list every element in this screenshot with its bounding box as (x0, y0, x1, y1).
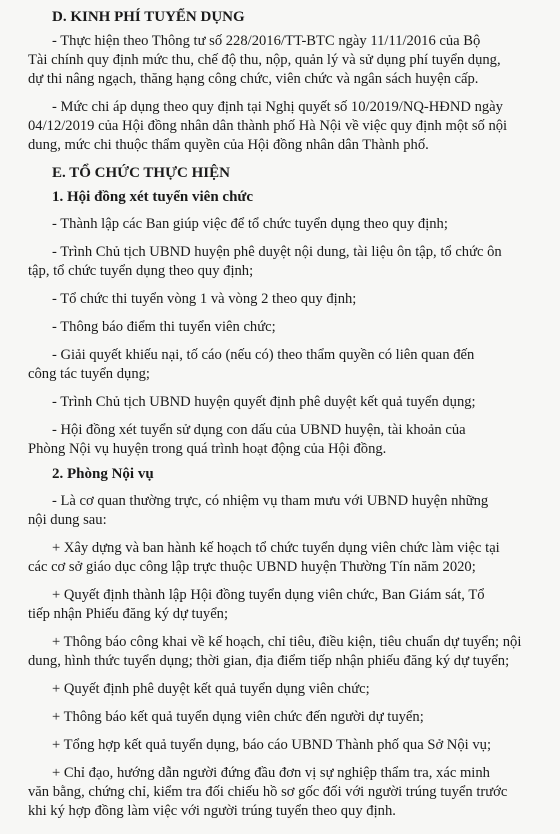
text-line: - Thông báo điểm thi tuyển viên chức; (52, 319, 276, 335)
list-item (0, 393, 560, 412)
text-line: văn bằng, chứng chỉ, kiểm tra đối chiếu hồ sơ gốc đối với người trúng tuyển trước (28, 784, 508, 800)
text-line: - Trình Chủ tịch UBND huyện phê duyệt nội dung, tài liệu ôn tập, tổ chức ôn (52, 244, 502, 260)
list-item (0, 290, 560, 309)
list-item (0, 243, 560, 281)
text-line: nội dung sau: (28, 512, 107, 528)
list-item (0, 421, 560, 459)
subsection-2-heading: 2. Phòng Nội vụ (52, 466, 154, 482)
subsection-1-list (0, 206, 560, 459)
text-line: dung, mức chi thuộc thẩm quyền của Hội đồng nhân dân Thành phố. (28, 137, 429, 153)
text-line: + Quyết định thành lập Hội đồng tuyển dụng viên chức, Ban Giám sát, Tổ (52, 587, 485, 603)
list-item (0, 215, 560, 234)
text-line: Phòng Nội vụ huyện trong quá trình hoạt động của Hội đồng. (28, 441, 387, 457)
text-line: tập, tổ chức tuyển dụng theo quy định; (28, 263, 254, 279)
text-line: khi ký hợp đồng làm việc với người trúng tuyển theo quy định. (28, 803, 396, 819)
text-line: công tác tuyển dụng; (28, 366, 150, 382)
subsection-1-heading: 1. Hội đồng xét tuyển viên chức (52, 189, 254, 205)
text-line: - Là cơ quan thường trực, có nhiệm vụ tham mưu với UBND huyện những (52, 493, 489, 509)
section-e-heading: E. TỔ CHỨC THỰC HIỆN (52, 165, 230, 181)
text-line: + Xây dựng và ban hành kế hoạch tổ chức tuyển dụng viên chức làm việc tại (52, 540, 500, 556)
subsection-2-list (0, 483, 560, 821)
text-line: Tài chính quy định mức thu, chế độ thu, nộp, quản lý và sử dụng phí tuyển dụng, (28, 52, 501, 68)
text-line: - Mức chi áp dụng theo quy định tại Nghị quyết số 10/2019/NQ-HĐND ngày (52, 99, 503, 115)
text-line: + Thông báo kết quả tuyển dụng viên chức đến người dự tuyển; (52, 709, 424, 725)
text-line: dự thi nâng ngạch, thăng hạng công chức, viên chức và ngân sách huyện cấp. (28, 71, 479, 87)
list-item (0, 586, 560, 624)
text-line: + Thông báo công khai về kế hoạch, chỉ tiêu, điều kiện, tiêu chuẩn dự tuyển; nội (52, 634, 522, 650)
list-item (0, 736, 560, 755)
list-item (0, 764, 560, 821)
text-line: các cơ sở giáo dục công lập trực thuộc UBND huyện Thường Tín năm 2020; (28, 559, 476, 575)
list-item (0, 680, 560, 699)
text-line: + Chỉ đạo, hướng dẫn người đứng đầu đơn vị sự nghiệp thẩm tra, xác minh (52, 765, 490, 781)
text-line: - Hội đồng xét tuyển sử dụng con dấu của UBND huyện, tài khoản của (52, 422, 466, 438)
text-line: - Thực hiện theo Thông tư số 228/2016/TT-BTC ngày 11/11/2016 của Bộ (52, 33, 481, 49)
text-line: tiếp nhận Phiếu đăng ký dự tuyển; (28, 606, 229, 622)
text-line: 04/12/2019 của Hội đồng nhân dân thành phố Hà Nội về việc quy định một số nội (28, 118, 508, 134)
text-line: + Quyết định phê duyệt kết quả tuyển dụng viên chức; (52, 681, 370, 697)
list-item (0, 633, 560, 671)
list-item (0, 708, 560, 727)
section-d-paragraph-1 (0, 32, 560, 89)
list-item (0, 346, 560, 384)
list-item (0, 318, 560, 337)
section-d-heading: D. KINH PHÍ TUYỂN DỤNG (52, 9, 245, 25)
text-line: - Giải quyết khiếu nại, tố cáo (nếu có) theo thẩm quyền có liên quan đến (52, 347, 475, 363)
text-line: - Tổ chức thi tuyển vòng 1 và vòng 2 theo quy định; (52, 291, 357, 307)
text-line: dung, hình thức tuyển dụng; thời gian, địa điểm tiếp nhận phiếu đăng ký dự tuyển; (28, 653, 510, 669)
section-d-paragraph-2 (0, 98, 560, 155)
text-line: - Trình Chủ tịch UBND huyện quyết định phê duyệt kết quả tuyển dụng; (52, 394, 476, 410)
list-item (0, 539, 560, 577)
text-line: - Thành lập các Ban giúp việc để tổ chức tuyển dụng theo quy định; (52, 216, 448, 232)
list-item (0, 492, 560, 530)
text-line: + Tổng hợp kết quả tuyển dụng, báo cáo UBND Thành phố qua Sở Nội vụ; (52, 737, 491, 753)
